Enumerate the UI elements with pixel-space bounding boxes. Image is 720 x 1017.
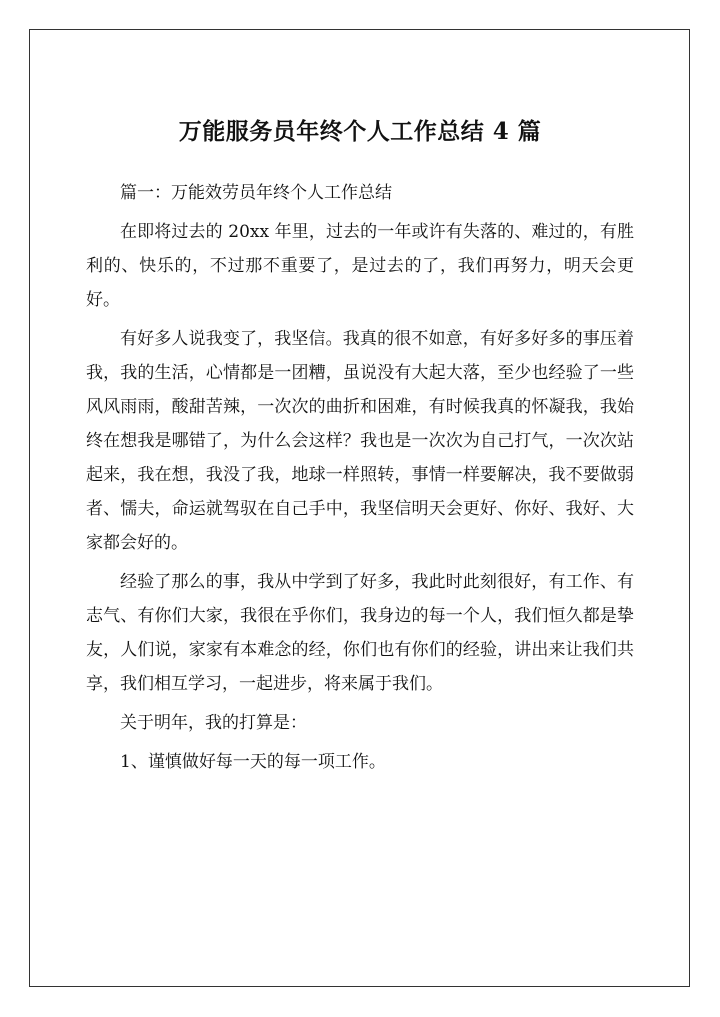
paragraph-1: 在即将过去的 20xx 年里，过去的一年或许有失落的、难过的，有胜利的、快乐的，不过那不重要了，是过去的了，我们再努力，明天会更好。 (86, 222, 634, 310)
paragraph-4: 关于明年，我的打算是： (120, 713, 307, 733)
document-body (86, 112, 634, 784)
document-title: 万能服务员年终个人工作总结 4 篇 (178, 118, 542, 145)
section-heading: 篇一：万能效劳员年终个人工作总结 (120, 183, 392, 203)
paragraph-3: 经验了那么的事，我从中学到了好多，我此时此刻很好，有工作、有志气、有你们大家，我很在乎你们，我身边的每一个人，我们恒久都是挚友，人们说，家家有本难念的经，你们也有你们的经验，讲出来让我们共享，我们相互学习，一起进步，将来属于我们。 (86, 572, 634, 694)
paragraph-5: 1、谨慎做好每一天的每一项工作。 (120, 752, 386, 772)
paragraph-2: 有好多人说我变了，我坚信。我真的很不如意，有好多好多的事压着我，我的生活，心情都是一团糟，虽说没有大起大落，至少也经验了一些风风雨雨，酸甜苦辣，一次次的曲折和困难，有时候我真的怀凝我，我始终在想我是哪错了，为什么会这样？我也是一次次为自己打气，一次次站起来，我在想，我没了我，地球一样照转，事情一样要解决，我不要做弱者、懦夫，命运就驾驭在自己手中，我坚信明天会更好、你好、我好、大家都会好的。 (86, 329, 634, 553)
